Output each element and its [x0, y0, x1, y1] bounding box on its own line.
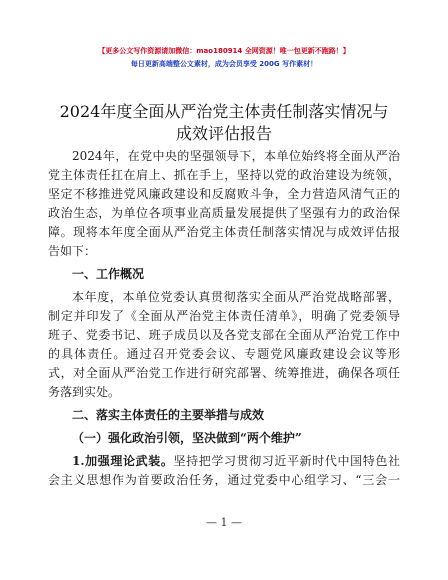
item-label: 1.加强理论武装。 — [72, 454, 174, 468]
intro-line: 坚定不移推进党风廉政建设和反腐败斗争，全力营造风清气正的 — [48, 187, 400, 201]
title-line-1: 2024年度全面从严治党主体责任制落实情况与 — [59, 102, 389, 121]
section1-line: 的具体责任。通过召开党委会议、专题党风廉政建设会议等形 — [48, 347, 400, 361]
section1-line: 务落到实处。 — [48, 385, 121, 399]
section1-line: 班子、党委书记、班子成员以及各党支部在全面从严治党工作中 — [48, 328, 400, 342]
page-number: — 1 — — [206, 516, 242, 529]
section1-line: 本年度，本单位党委认真贯彻落实全面从严治党战略部署， — [72, 290, 400, 304]
item-line: 会主义思想作为首要政治任务，通过党委中心组学习、“三会一 — [48, 473, 400, 487]
section1-line: 式，对全面从严治党工作进行研究部署、统筹推进，确保各项任 — [48, 366, 400, 380]
intro-line: 2024年，在党中央的坚强领导下，本单位始终将全面从严治 — [72, 149, 400, 163]
item-text: 坚持把学习贯彻习近平新时代中国特色社 — [173, 454, 400, 468]
document-title — [48, 101, 400, 145]
promo-banner-line-1: 【更多公文写作资源请加微信：mao180914 全网资源！唯一包更新不跑路！】 — [98, 47, 350, 55]
section-heading-2: 二、落实主体责任的主要举措与成效 — [72, 408, 265, 422]
intro-line: 党主体责任扛在肩上、抓在手上，坚持以党的政治建设为统领， — [48, 168, 400, 182]
intro-line: 告如下： — [48, 244, 97, 258]
intro-line: 障。现将本年度全面从严治党主体责任制落实情况与成效评估报 — [48, 225, 400, 239]
section1-line: 制定并印发了《全面从严治党主体责任清单》，明确了党委领导 — [48, 309, 400, 323]
item-line — [72, 453, 400, 469]
subsection-heading: （一）强化政治引领，坚决做到“两个维护” — [72, 431, 302, 445]
section-heading-1: 一、工作概况 — [72, 267, 145, 281]
promo-banner-line-2: 每日更新高端整公文素材，成为会员享受 200G 写作素材！ — [130, 60, 318, 68]
title-line-2: 成效评估报告 — [175, 124, 272, 143]
intro-line: 政治生态，为单位各项事业高质量发展提供了坚强有力的政治保 — [48, 206, 400, 220]
